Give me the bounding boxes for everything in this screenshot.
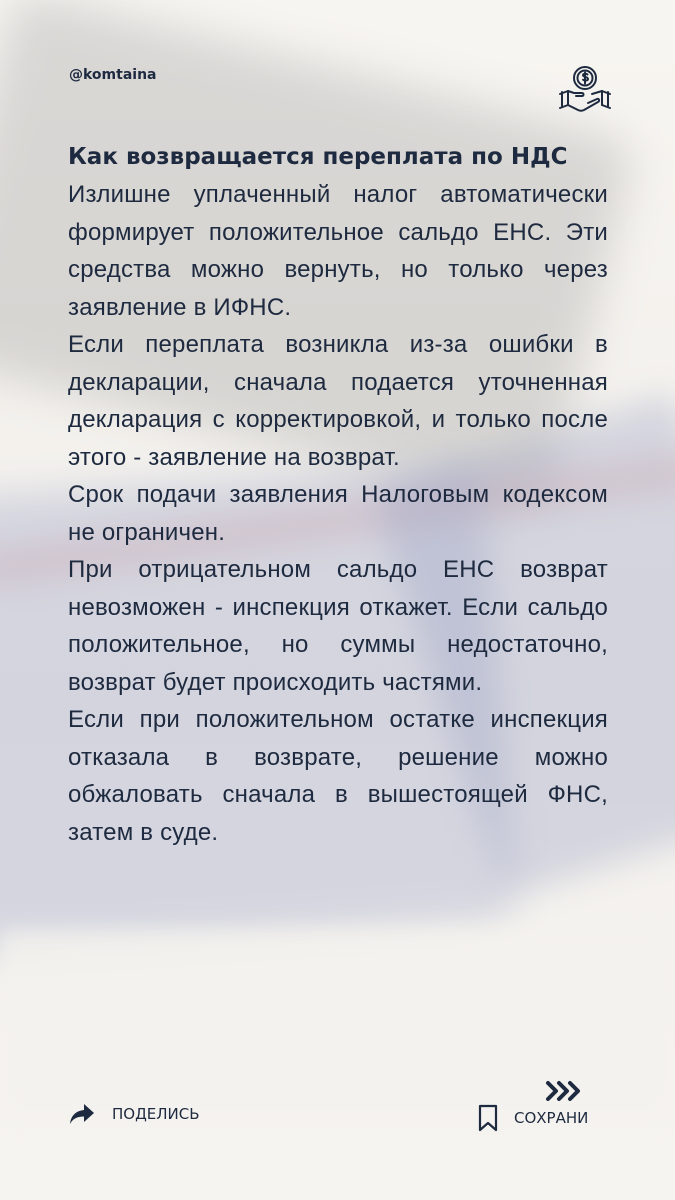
article <box>68 139 608 851</box>
article-paragraph-4: При отрицательном сальдо ЕНС возврат невозможен ‑ инспекция откажет. Если сальдо положительное, но суммы недостаточно, возврат будет происходить частями. <box>68 556 608 696</box>
money-handshake-icon <box>558 64 612 116</box>
bookmark-icon <box>478 1104 498 1132</box>
share-label: ПОДЕЛИСЬ <box>112 1105 200 1123</box>
save-button[interactable] <box>478 1104 588 1132</box>
article-paragraph-1: Излишне уплаченный налог автоматически формирует положительное сальдо ЕНС. Эти средства можно вернуть, но только через заявление в ИФНС. <box>68 181 608 321</box>
article-title: Как возвращается переплата по НДС <box>68 144 568 170</box>
save-label: СОХРАНИ <box>514 1109 589 1127</box>
article-paragraph-3: Срок подачи заявления Налоговым кодексом не ограничен. <box>68 481 608 546</box>
triple-chevron-right-icon[interactable] <box>545 1080 583 1102</box>
article-paragraph-5: Если при положительном остатке инспекция отказала в возврате, решение можно обжаловать сначала в вышестоящей ФНС, затем в суде. <box>68 706 608 846</box>
article-paragraph-2: Если переплата возникла из‑за ошибки в декларации, сначала подается уточненная декларация с корректировкой, и только после этого ‑ заявление на возврат. <box>68 331 608 471</box>
share-button[interactable] <box>68 1100 200 1128</box>
share-arrow-icon <box>68 1100 96 1128</box>
author-handle: @komtaina <box>69 67 157 83</box>
